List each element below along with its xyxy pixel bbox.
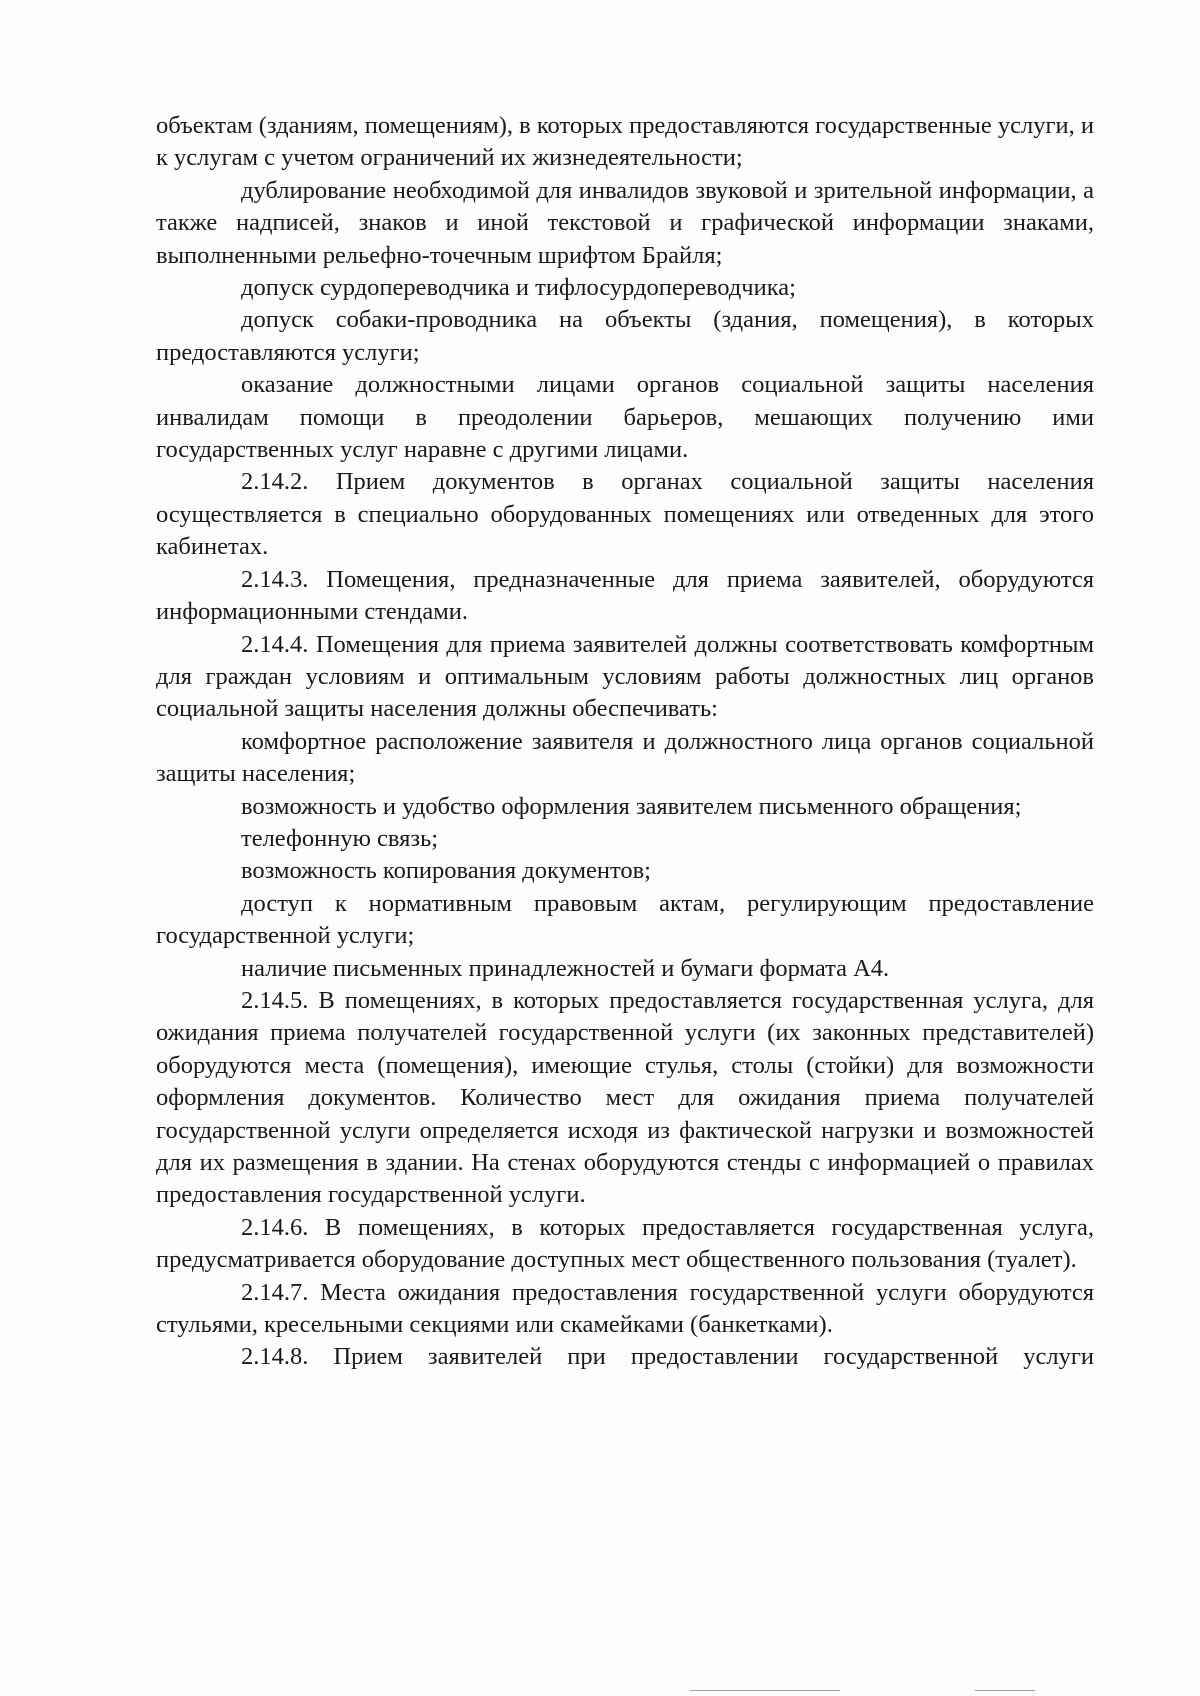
paragraph: 2.14.7. Места ожидания предоставления государственной услуги оборудуются стульями, кресельными секциями или скамейками (банкетками). (156, 1278, 1094, 1339)
paragraph: допуск сурдопереводчика и тифлосурдопереводчика; (241, 274, 796, 302)
paragraph: объектам (зданиям, помещениям), в которых предоставляются государственные услуги, и к услугам с учетом ограничений их жизнедеятельности; (156, 112, 1094, 172)
paragraph: оказание должностными лицами органов социальной защиты населения инвалидам помощи в преодолении барьеров, мешающих получению ими государственных услуг наравне с другими лицами. (156, 371, 1094, 464)
paragraph: телефонную связь; (241, 824, 439, 852)
paragraph: доступ к нормативным правовым актам, регулирующим предоставление государственной услуги; (156, 889, 1094, 950)
paragraph: возможность копирования документов; (241, 857, 651, 885)
paragraph: дублирование необходимой для инвалидов звуковой и зрительной информации, а также надписей, знаков и иной текстовой и графической информации знаками, выполненными рельефно-точечным шрифтом Брайля; (156, 176, 1094, 269)
paragraph: 2.14.4. Помещения для приема заявителей должны соответствовать комфортным для граждан условиям и оптимальным условиям работы должностных лиц органов социальной защиты населения должны обеспечивать: (156, 630, 1094, 723)
document-body (156, 110, 1094, 1374)
scan-artifact-line (690, 1690, 840, 1691)
paragraph: 2.14.6. В помещениях, в которых предоставляется государственная услуга, предусматривается оборудование доступных мест общественного пользования (туалет). (156, 1213, 1094, 1274)
paragraph: возможность и удобство оформления заявителем письменного обращения; (241, 792, 1022, 820)
scan-artifact-line (975, 1690, 1035, 1691)
paragraph: 2.14.5. В помещениях, в которых предоставляется государственная услуга, для ожидания приема получателей государственной услуги (их законных представителей) оборудуются места (помещения), имеющие стулья, столы (стойки) для возможности оформления документов. Количество мест для ожидания приема получателей государственной услуги определяется исходя из фактической нагрузки и возможностей для их размещения в здании. На стенах оборудуются стенды с информацией о правилах предоставления государственной услуги. (156, 986, 1094, 1209)
paragraph: комфортное расположение заявителя и должностного лица органов социальной защиты населения; (156, 727, 1094, 788)
paragraph: 2.14.8. Прием заявителей при предоставлении государственной услуги (241, 1343, 1094, 1371)
paragraph: 2.14.3. Помещения, предназначенные для приема заявителей, оборудуются информационными стендами. (156, 565, 1094, 626)
paragraph: допуск собаки-проводника на объекты (здания, помещения), в которых предоставляются услуги; (156, 306, 1094, 366)
paragraph: 2.14.2. Прием документов в органах социальной защиты населения осуществляется в специально оборудованных помещениях или отведенных для этого кабинетах. (156, 468, 1094, 561)
paragraph: наличие письменных принадлежностей и бумаги формата А4. (241, 954, 890, 982)
